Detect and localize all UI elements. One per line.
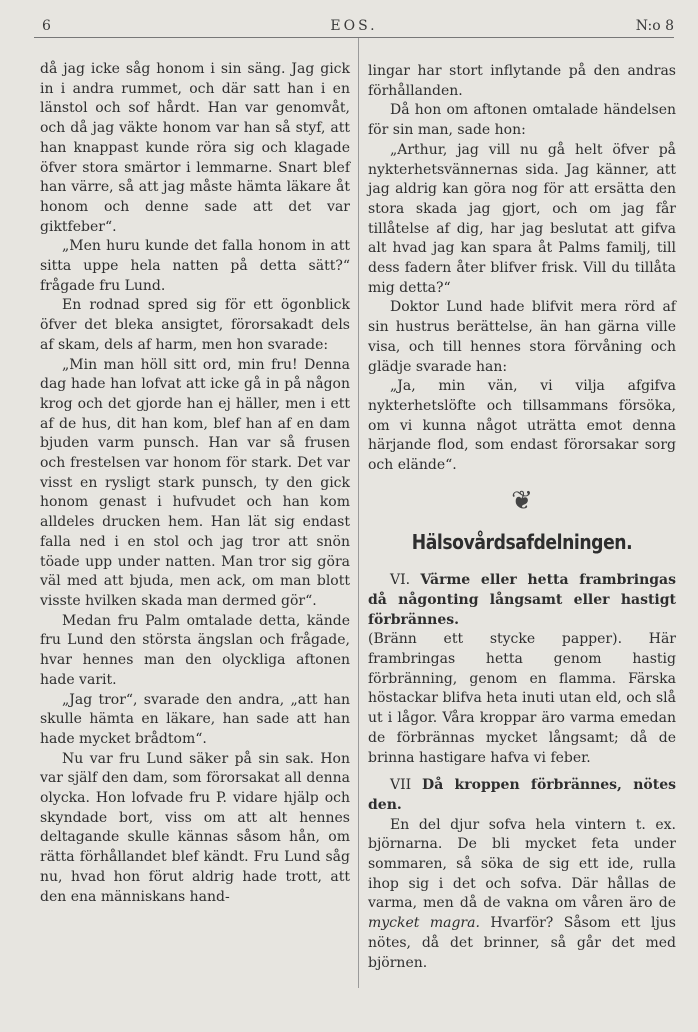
leaf-ornament-icon: ❦ bbox=[511, 485, 533, 516]
explanation-text: Hvarför? Såsom ett ljus nötes, då det brinner, så går det med björnen. bbox=[368, 915, 676, 971]
question-explanation bbox=[368, 816, 676, 974]
question-text: Värme eller hetta frambringas då någonting långsamt eller hastigt förbrännes. bbox=[368, 572, 676, 628]
paragraph: Då hon om aftonen omtalade händelsen för sin man, sade hon: bbox=[368, 102, 676, 139]
page-number: 6 bbox=[42, 18, 51, 34]
paragraph: Doktor Lund hade blifvit mera rörd af sin hustrus berättelse, än han gärna ville visa, och till hennes stora förvåning och glädje svarade han: bbox=[368, 299, 676, 375]
section-title: Hälsovårdsafdelningen. bbox=[411, 530, 633, 555]
issue-number: N:o 8 bbox=[635, 18, 674, 34]
paragraph: då jag icke såg honom i sin säng. Jag gick in i andra rummet, och där satt han i en länstol och sof hårdt. Han var genomvåt, och då jag väkte honom var han så styf, att han knappast kunde röra sig och klagade öfver stora smärtor i lemmarne. Snart blef han värre, så att jag måste hämta läkare åt honom och denne sade att det var giktfeber“. bbox=[40, 61, 350, 235]
question-heading bbox=[368, 776, 676, 815]
left-column bbox=[40, 60, 350, 907]
header-rule bbox=[34, 37, 674, 38]
question-text: Då kroppen förbrännes, nötes den. bbox=[368, 777, 676, 813]
question-heading bbox=[368, 571, 676, 630]
question-numeral: VII bbox=[390, 777, 412, 794]
paragraph: „Men huru kunde det falla honom in att sitta uppe hela natten på detta sätt?“ frågade fru Lund. bbox=[40, 238, 350, 294]
column-divider bbox=[358, 38, 359, 988]
explanation-text: En del djur sofva hela vintern t. ex. björnarna. De bli mycket feta under sommaren, så söka de sig ett ide, rulla ihop sig i det och sofva. Där hållas de varma, men då de vakna om våren äro de bbox=[368, 816, 676, 912]
paragraph: „Arthur, jag vill nu gå helt öfver på nykterhetsvännernas sida. Jag känner, att jag aldrig kan göra nog för att ersätta den stora skada jag gjort, och om jag får tillåtelse af dig, har jag beslutat att gifva alt hvad jag kan spara åt Palms familj, till dess fadern åter blifver frisk. Vill du tillåta mig detta?“ bbox=[368, 141, 676, 296]
paragraph: „Ja, min vän, vi vilja afgifva nykterhetslöfte och tillsammans försöka, om vi kunna något uträtta emot denna härjande flod, som endast förorsakar sorg och elände“. bbox=[368, 378, 676, 474]
question-explanation: (Bränn ett stycke papper). Här frambringas hetta genom hastig förbränning, genom en flamma. Färska höstackar blifva heta inuti utan eld, och slå ut i lågor. Våra kroppar äro varma emedan de förbrännas mycket långsamt; då de brinna hastigare hafva vi feber. bbox=[368, 631, 676, 766]
paragraph: En rodnad spred sig för ett ögonblick öfver det bleka ansigtet, förorsakadt dels af skam, dels af harm, men hon svarade: bbox=[40, 297, 350, 353]
paragraph: Nu var fru Lund säker på sin sak. Hon var själf den dam, som förorsakat all denna olycka. Hon lofvade fru P. vidare hjälp och skyndade bort, viss om att alt hennes deltagande skulle kännas såsom hån, om rätta förhållandet blef kändt. Fru Lund såg nu, hvad hon förut aldrig hade trott, att den ena människans hand- bbox=[40, 750, 350, 905]
right-column bbox=[368, 62, 676, 973]
paragraph: „Min man höll sitt ord, min fru! Denna dag hade han lofvat att icke gå in på någon krog och det gjorde han ej häller, men i ett af de hus, dit han kom, blef han af en dam bjuden varm punsch. Han var så frusen och frestelsen var honom för stark. Det var visst en rysligt stark punsch, ty den gick honom genast i hufvudet och han kom alldeles drucken hem. Han lät sig endast falla ned i en stol och jag tror att snön töade upp under natten. Man tror sig göra väl med att bjuda, men ack, om man blott visste hvilken skada man dermed gör“. bbox=[40, 356, 350, 609]
paragraph: Medan fru Palm omtalade detta, kände fru Lund den största ängslan och frågade, hvar hennes man den olyckliga aftonen hade varit. bbox=[40, 612, 350, 688]
paragraph: lingar har stort inflytande på den andras förhållanden. bbox=[368, 63, 676, 99]
question-numeral: VI. bbox=[390, 572, 411, 589]
paragraph: „Jag tror“, svarade den andra, „att han skulle hämta en läkare, han sade att han hade mycket brådtom“. bbox=[40, 691, 350, 747]
publication-title: EOS. bbox=[330, 18, 378, 34]
emphasis-text: mycket magra. bbox=[368, 915, 480, 932]
